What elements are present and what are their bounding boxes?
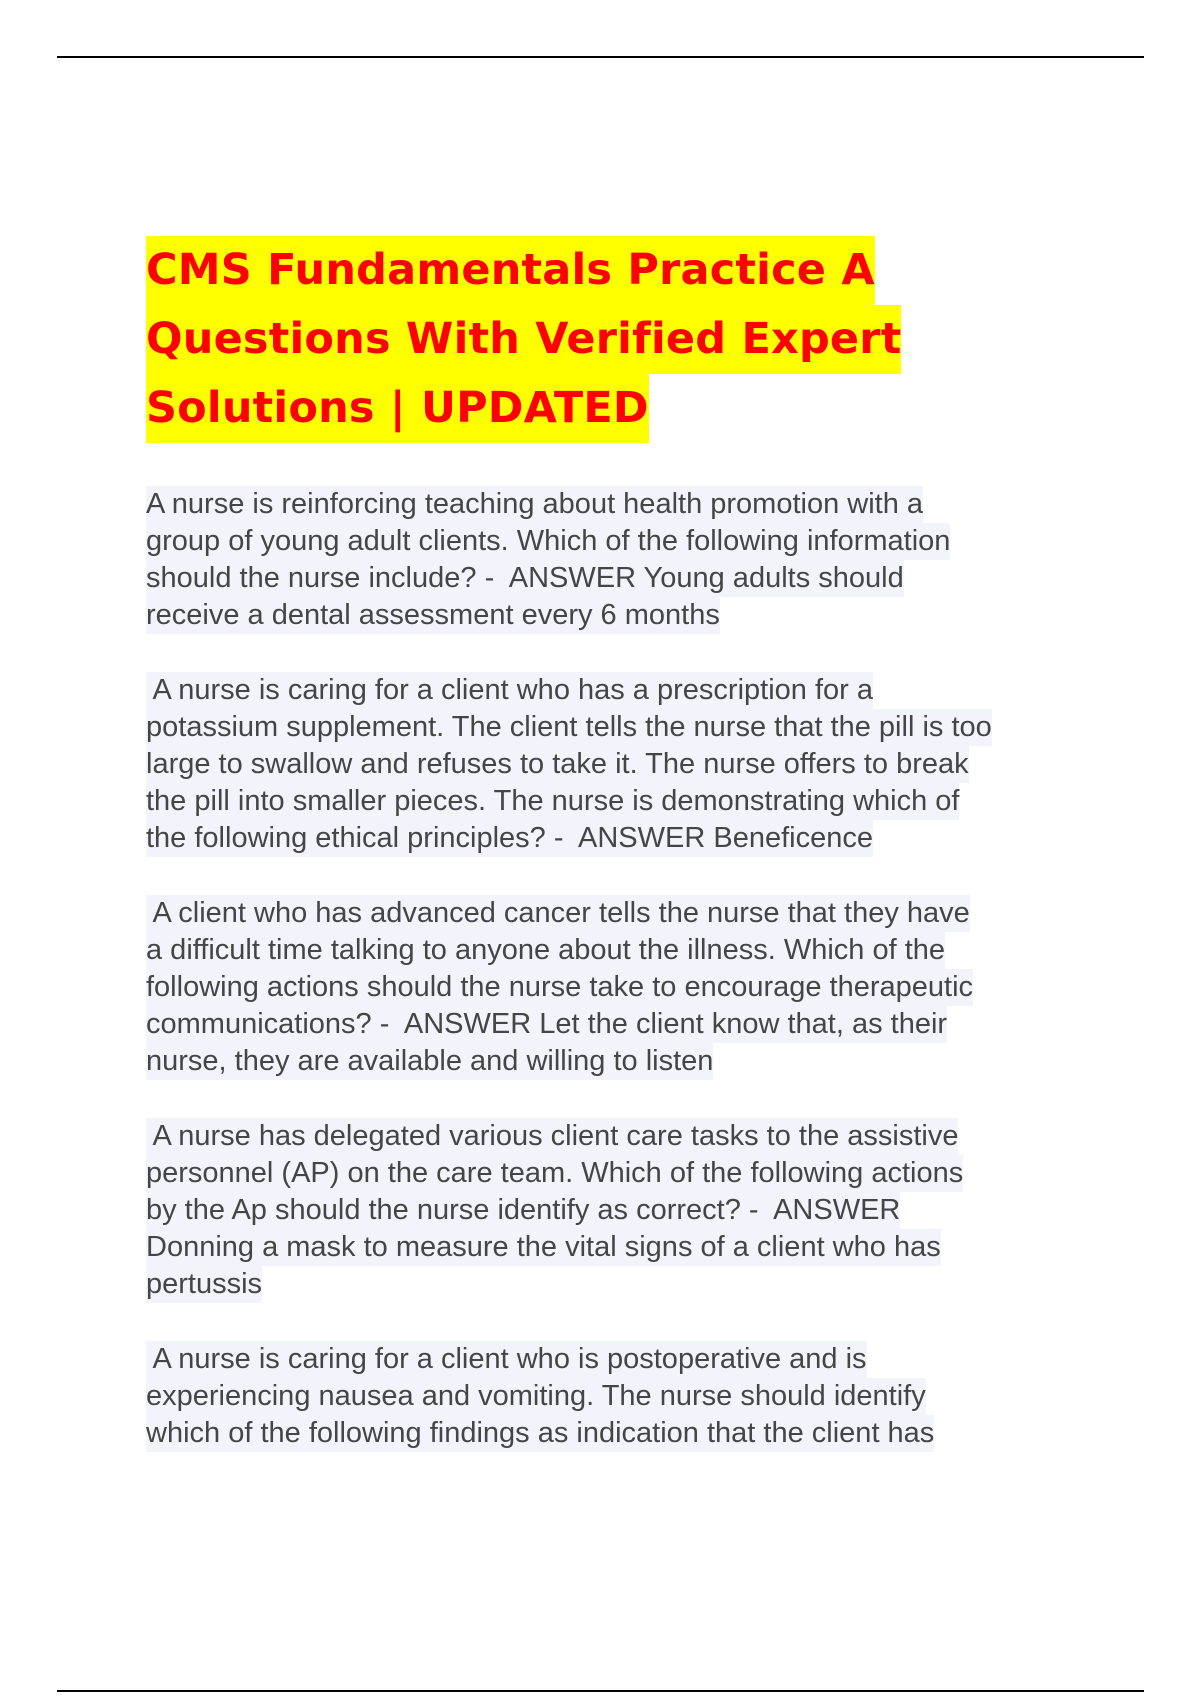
bottom-rule — [57, 1690, 1144, 1692]
qa-line: should the nurse include? - ANSWER Young adults should — [146, 560, 904, 597]
qa-item — [146, 1118, 1146, 1303]
qa-line: group of young adult clients. Which of the following information — [146, 523, 950, 560]
qa-line: experiencing nausea and vomiting. The nurse should identify — [146, 1378, 926, 1415]
title-line: Solutions | UPDATED — [146, 374, 649, 443]
qa-line: potassium supplement. The client tells the nurse that the pill is too — [146, 709, 992, 746]
qa-item — [146, 895, 1146, 1080]
qa-line: large to swallow and refuses to take it. The nurse offers to break — [146, 746, 969, 783]
qa-line: A nurse has delegated various client care tasks to the assistive — [146, 1118, 958, 1155]
qa-line: following actions should the nurse take to encourage therapeutic — [146, 969, 973, 1006]
top-rule — [57, 56, 1144, 58]
qa-list — [146, 486, 1146, 1490]
qa-line: by the Ap should the nurse identify as correct? - ANSWER — [146, 1192, 900, 1229]
qa-line: the following ethical principles? - ANSWER Beneficence — [146, 820, 873, 857]
qa-line: Donning a mask to measure the vital signs of a client who has — [146, 1229, 941, 1266]
title-line: Questions With Verified Expert — [146, 305, 901, 374]
qa-line: personnel (AP) on the care team. Which of the following actions — [146, 1155, 963, 1192]
qa-line: a difficult time talking to anyone about the illness. Which of the — [146, 932, 945, 969]
qa-item — [146, 486, 1146, 634]
qa-line: A nurse is caring for a client who is postoperative and is — [146, 1341, 867, 1378]
document-title — [146, 236, 1046, 443]
qa-line: pertussis — [146, 1266, 262, 1303]
qa-item — [146, 1341, 1146, 1452]
qa-line: A nurse is reinforcing teaching about health promotion with a — [146, 486, 923, 523]
title-line: CMS Fundamentals Practice A — [146, 236, 875, 305]
qa-line: nurse, they are available and willing to listen — [146, 1043, 713, 1080]
qa-line: the pill into smaller pieces. The nurse is demonstrating which of — [146, 783, 959, 820]
qa-line: A nurse is caring for a client who has a prescription for a — [146, 672, 873, 709]
qa-line: receive a dental assessment every 6 months — [146, 597, 720, 634]
qa-item — [146, 672, 1146, 857]
qa-line: communications? - ANSWER Let the client know that, as their — [146, 1006, 947, 1043]
qa-line: which of the following findings as indication that the client has — [146, 1415, 934, 1452]
qa-line: A client who has advanced cancer tells the nurse that they have — [146, 895, 970, 932]
